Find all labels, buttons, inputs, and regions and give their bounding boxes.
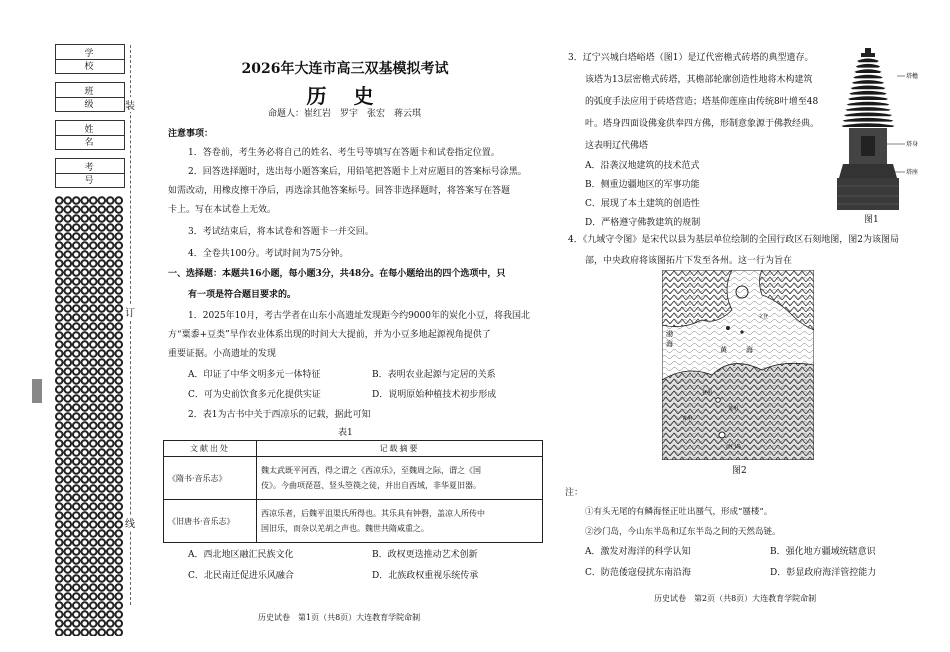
map-label-bohai: 渤 (666, 330, 673, 338)
note-line: 如需改动，用橡皮擦干净后，再选涂其他答案标号。回答非选择题时，将答案写在答题 (168, 186, 511, 196)
school-label: 学 校 (84, 49, 135, 72)
table-header: 文献出处 (164, 441, 257, 457)
name-field (55, 120, 135, 150)
map-label-qingzhou: 青州 (682, 416, 693, 422)
q4-option-b[interactable]: B．强化地方疆域统辖意识 (770, 547, 876, 557)
source-table (163, 440, 543, 543)
map-label-dengzhou: 登州 (702, 390, 713, 396)
note-line: 卡上。写在本试卷上无效。 (168, 205, 277, 215)
question-1-line: 重要证据。小高遗址的发现 (168, 349, 277, 359)
table-row (164, 457, 543, 500)
q4-option-d[interactable]: D．彰显政府海洋管控能力 (770, 568, 877, 578)
table-cell-summary (257, 457, 543, 500)
question-4-line: 4．《九域守令图》是宋代以县为基层单位绘制的全国行政区石刻地图，图2为该图局 (568, 235, 899, 245)
pagoda-eave (847, 102, 890, 106)
pagoda-eave (845, 107, 890, 111)
q1-option-c[interactable]: C．可为史前饮食多元化提供实证 (188, 390, 321, 400)
fig1-label-base: 塔座 (906, 169, 919, 176)
class-label: 班 级 (84, 87, 135, 110)
summary-line: 伎》。今曲项琵琶、竖头箜篌之徒，并出自西域，非华夏旧器。 (261, 481, 481, 490)
summary-line: 西凉乐者，后魏平沮渠氏所得也。其乐具有钟磬，盖凉人所传中 (261, 509, 485, 518)
map-label-laizhou: 莱州 (728, 406, 739, 412)
table-cell-source: 《旧唐书·音乐志》 (164, 500, 257, 543)
q2-option-c[interactable]: C．北民南迁促进乐风融合 (188, 571, 294, 581)
subject-title: 历 史 (306, 84, 384, 108)
pagoda-eave (853, 75, 883, 79)
map-figure (662, 270, 814, 460)
q3-option-c[interactable]: C．展现了本土建筑的创造性 (585, 199, 700, 209)
q2-option-b[interactable]: B．政权更迭推动艺术创新 (372, 550, 478, 560)
question-1-line: 1．2025年10月，考古学者在山东小高遗址发现距今约9000年的炭化小豆，将我国北 (188, 311, 530, 321)
examinee-number-field (55, 158, 135, 188)
section-heading-cont: 有一项是符合题目要求的。 (188, 290, 297, 300)
note-line: 2．回答选择题时，选出每小题答案后，用铅笔把答题卡上对应题目的答案标号涂黑。 (188, 167, 527, 177)
authors: 命题人：崔红岩 罗宇 张宏 蒋云琪 (268, 109, 422, 119)
left-footer: 历史试卷 第1页（共8页）大连教育学院命制 (258, 613, 421, 622)
pagoda-figure (831, 48, 923, 212)
pagoda-eave (857, 59, 879, 63)
pagoda-eave (854, 69, 881, 73)
question-3-line: 叶。塔身四面设佛龛供奉四方佛，形制意象源于佛教经典。 (585, 119, 820, 129)
notes-heading: 注意事项： (168, 129, 214, 139)
q2-option-a[interactable]: A．西北地区融汇民族文化 (188, 550, 294, 560)
question-3-line: 3．辽宁兴城白塔峪塔（图1）是辽代密檐式砖塔的典型遗存。 (568, 53, 814, 63)
binding-mark-xian: 线 (125, 515, 135, 530)
pagoda-eave (844, 113, 892, 117)
pagoda-eave (849, 91, 887, 95)
question-3-line: 这表明辽代佛塔 (585, 141, 649, 151)
fig1-caption: 图1 (864, 215, 879, 225)
map-label-huanghai-2: 海 (746, 346, 753, 354)
summary-line: 国旧乐，而杂以羌胡之声也。魏世共隋咸重之。 (261, 524, 429, 533)
note-line: 3．考试结束后，将本试卷和答题卡一并交回。 (188, 227, 374, 237)
q2-option-d[interactable]: D．北族政权重视乐统传承 (372, 571, 479, 581)
question-2-stem: 2．表1为古书中关于西凉乐的记载，据此可知 (188, 410, 371, 420)
binding-mark-zhuang: 装 (125, 97, 135, 112)
summary-line: 魏太武既平河西，得之谓之《西凉乐》，至魏周之际，谓之《国 (261, 466, 481, 475)
name-label: 姓 名 (84, 125, 135, 148)
fig1-label-body: 塔身 (906, 141, 919, 148)
q3-option-a[interactable]: A．沿袭汉地建筑的技术范式 (585, 161, 700, 171)
pagoda-eave (856, 64, 881, 68)
pagoda-eave (841, 123, 894, 127)
question-1-line: 方“粟黍+豆类”旱作农业体系出现的时间大大提前，并为小豆多地起源视角提供了 (168, 330, 491, 340)
q3-option-d[interactable]: D．严格遵守佛教建筑的规制 (585, 218, 701, 228)
fig1-label-eaves: 塔檐 (906, 73, 919, 80)
map-note: ②沙门岛，今山东半岛和辽东半岛之间的天然岛链。 (585, 527, 781, 537)
map-note: ①有头无尾的有鳞海怪正吐出蜃气，形成“蜃楼”。 (585, 507, 773, 517)
right-footer: 历史试卷 第2页（共8页）大连教育学院命制 (654, 594, 817, 603)
class-field (55, 82, 135, 112)
question-3-line: 该塔为13层密檐式砖塔，其檐部轮廓创造性地将木构建筑 (585, 75, 813, 85)
pagoda-eave (843, 118, 894, 122)
decorative-border (55, 196, 123, 636)
note-line: 4．全卷共100分。考试时间为75分钟。 (188, 249, 349, 259)
q4-option-c[interactable]: C．防范倭寇侵扰东南沿海 (585, 568, 691, 578)
map-label-huanghai: 黄 (720, 346, 727, 354)
note-line: 1．答卷前，考生务必将自己的姓名、考生号等填写在答题卡和试卷指定位置。 (188, 148, 500, 158)
question-4-line: 部，中央政府将该图拓片下发至各州。这一行为旨在 (585, 256, 793, 266)
table-cell-summary (257, 500, 543, 543)
exam-title: 2026年大连市高三双基模拟考试 (241, 61, 449, 77)
table-row (164, 500, 543, 543)
examinee-number-label: 考 号 (84, 163, 135, 186)
fig2-caption: 图2 (732, 466, 747, 476)
q1-option-a[interactable]: A．印证了中华文明多元一体特征 (188, 370, 321, 380)
q4-option-a[interactable]: A．激发对海洋的科学认知 (585, 547, 691, 557)
map-label-bohai-2: 海 (666, 340, 673, 348)
binding-mark-ding: 订 (125, 304, 135, 319)
pagoda-eave (848, 96, 888, 100)
q1-option-d[interactable]: D．说明原始种植技术初步形成 (372, 390, 497, 400)
binding-tab (32, 379, 42, 403)
pagoda-eave (852, 80, 884, 84)
map-label-wendeng: 文登 (758, 314, 769, 320)
table-cell-source: 《隋书·音乐志》 (164, 457, 257, 500)
school-field (55, 44, 135, 74)
section-heading: 一、选择题：本题共16小题，每小题3分，共48分。在每小题给出的四个选项中，只 (168, 269, 506, 279)
q3-option-b[interactable]: B．侧重边疆地区的军事功能 (585, 180, 700, 190)
pagoda-eave (851, 86, 886, 90)
table-caption: 表1 (338, 428, 353, 438)
table-header-row (164, 441, 543, 457)
map-label-shamen-island: 沙门岛 (726, 444, 742, 450)
question-3-line: 的弧度手法应用于砖塔营造；塔基仰莲座由传统8叶增至48 (585, 97, 819, 107)
note-label: 注： (565, 488, 584, 498)
q1-option-b[interactable]: B．表明农业起源与定居的关系 (372, 370, 496, 380)
table-header: 记载摘要 (257, 441, 543, 457)
